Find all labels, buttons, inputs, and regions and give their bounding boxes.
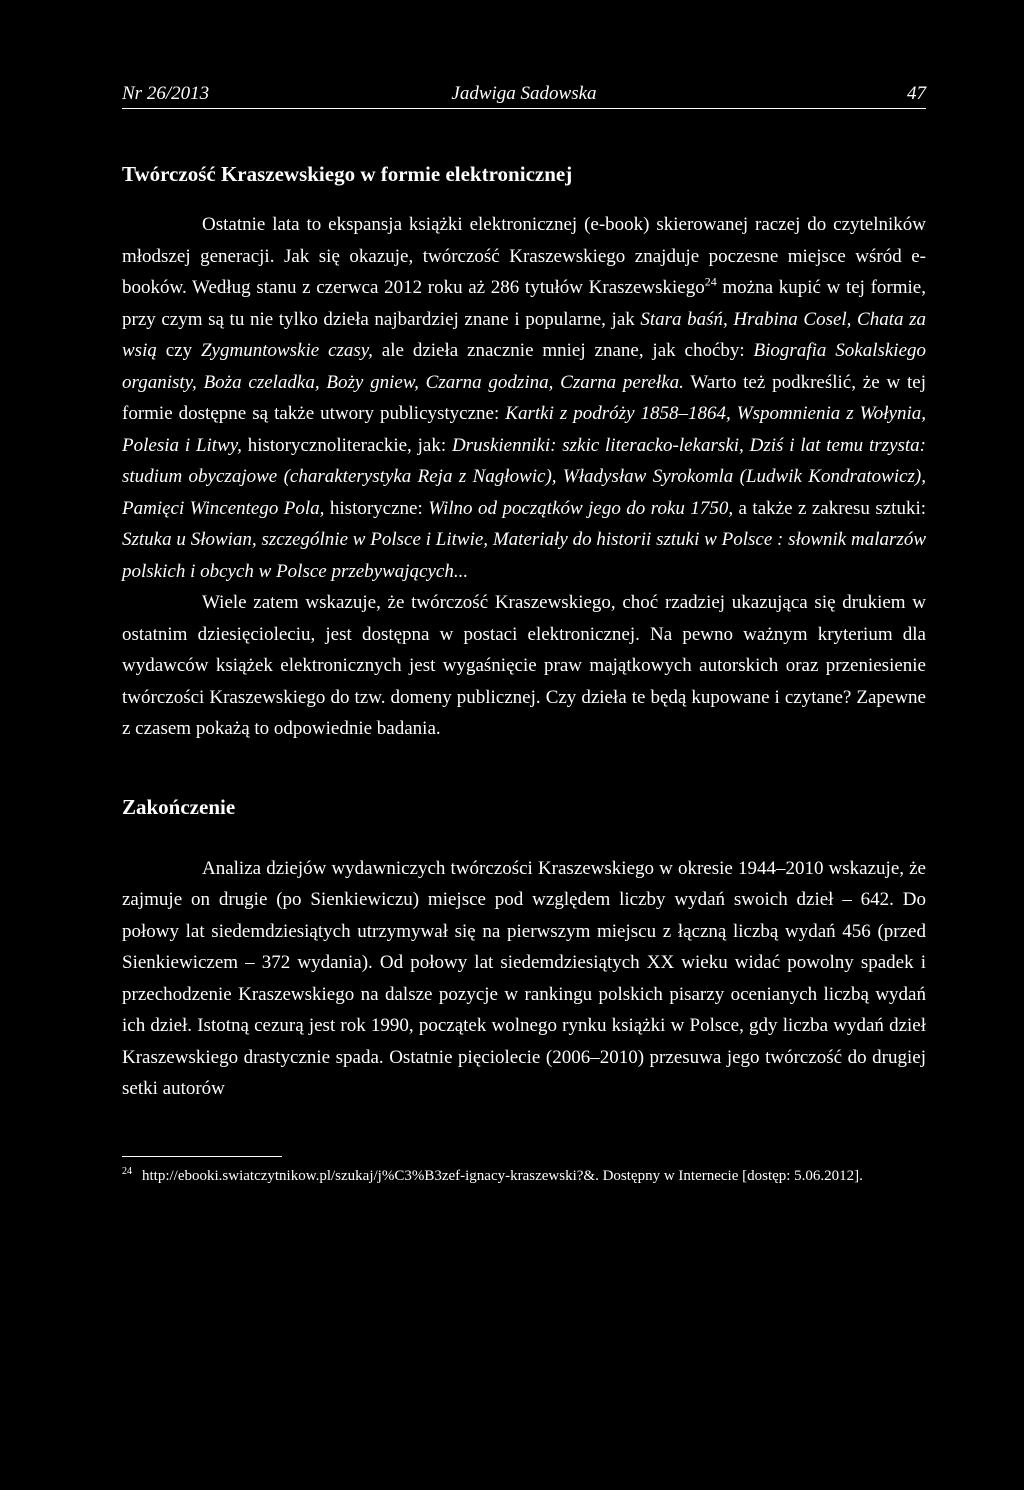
section-heading-electronic: Twórczość Kraszewskiego w formie elektronicznej bbox=[122, 162, 573, 186]
italic-titles: Kartki z podróży 1858–1864, Wspomnienia z Wołynia, Polesia i Litwy, bbox=[122, 403, 926, 456]
paragraph-conclusion: Analiza dziejów wydawniczych twórczości Kraszewskiego w okresie 1944–2010 wskazuje, że zajmuje on drugie (po Sienkiewiczu) miejsce pod względem liczby wydań swoich dzieł – 642. Do połowy lat siedemdziesiątych utrzymywał się na pierwszym miejscu z łączną liczbą wydań 456 (przed Sienkiewiczem – 372 wydania). Od połowy lat siedemdziesiątych XX wieku widać powolny spadek i przechodzenie Kraszewskiego na dalsze pozycje w rankingu polskich pisarzy ocenianych liczbą wydań ich dzieł. Istotną cezurą jest rok 1990, początek wolnego rynku książki w Polsce, gdy liczba wydań dzieł Kraszewskiego drastycznie spada. Ostatnie pięciolecie (2006–2010) przesuwa jego twórczość do drugiej setki autorów bbox=[122, 857, 926, 1099]
text-run: historyczne: bbox=[324, 497, 429, 519]
text-run: czy bbox=[156, 340, 201, 361]
italic-titles: Sztuka u Słowian, szczególnie w Polsce i Litwie, Materiały do historii sztuki w Polsce : słownik malarzów polskich i obcych w Polsce przebywających... bbox=[122, 529, 926, 582]
footnote bbox=[122, 1164, 926, 1189]
italic-titles: Wilno od początków jego do roku 1750, bbox=[428, 497, 734, 519]
footnote-text: http://ebooki.swiatczytnikow.pl/szukaj/j%C3%B3zef-ignacy-kraszewski?&. Dostępny w Internecie [dostęp: 5.06.2012]. bbox=[142, 1167, 863, 1184]
italic-titles: Stara baśń, Hrabina Cosel, Chata za wsią bbox=[122, 308, 926, 361]
author-name: Jadwiga Sadowska bbox=[451, 83, 597, 104]
footnote-ref: 24 bbox=[704, 274, 717, 289]
footnote-separator bbox=[122, 1156, 282, 1157]
paragraph-availability: Wiele zatem wskazuje, że twórczość Kraszewskiego, choć rzadziej ukazująca się drukiem w ostatnim dziesięcioleciu, jest dostępna w postaci elektronicznej. Na pewno ważnym kryterium dla wydawców książek elektronicznych jest wygaśnięcie praw majątkowych autorskich oraz przeniesienie twórczości Kraszewskiego do tzw. domeny publicznej. Czy dzieła te będą kupowane i czytane? Zapewne z czasem pokażą to odpowiednie badania. bbox=[122, 592, 926, 739]
footnote-number: 24 bbox=[122, 1165, 132, 1177]
paragraph-ebooks bbox=[122, 209, 926, 587]
page-number: 47 bbox=[907, 83, 926, 104]
text-run: można kupić w tej formie, przy czym są tu nie tylko dzieła najbardziej znane i popularne, jak bbox=[122, 277, 926, 330]
text-run: historycznoliterackie, jak: bbox=[241, 434, 452, 456]
section-heading-conclusion: Zakończenie bbox=[122, 794, 236, 819]
italic-titles: Biografia Sokalskiego organisty, Boża czeladka, Boży gniew, Czarna godzina, Czarna perełka. bbox=[122, 340, 927, 393]
running-header bbox=[122, 80, 926, 109]
document-page bbox=[122, 80, 926, 1189]
issue-number: Nr 26/2013 bbox=[122, 83, 210, 104]
text-run: Warto też podkreślić, że w tej formie dostępne są także utwory publicystyczne: bbox=[122, 371, 926, 424]
text-run: a także z zakresu sztuki: bbox=[733, 497, 926, 519]
italic-titles: Druskienniki: szkic literacko-lekarski, Dziś i lat temu trzysta: studium obyczajowe (charakterystyka Reja z Nagłowic), Władysław Syrokomla (Ludwik Kondratowicz), Pamięci Wincentego Pola, bbox=[122, 434, 927, 519]
italic-titles: Zygmuntowskie czasy, bbox=[200, 340, 373, 361]
text-run: Ostatnie lata to ekspansja książki elektronicznej (e-book) skierowanej raczej do czytelników młodszej generacji. Jak się okazuje, twórczość Kraszewskiego znajduje poczesne miejsce wśród e-booków. Według stanu z czerwca 2012 roku aż 286 tytułów Kraszewskiego bbox=[122, 214, 926, 298]
text-run: ale dzieła znacznie mniej znane, jak choćby: bbox=[372, 340, 754, 361]
